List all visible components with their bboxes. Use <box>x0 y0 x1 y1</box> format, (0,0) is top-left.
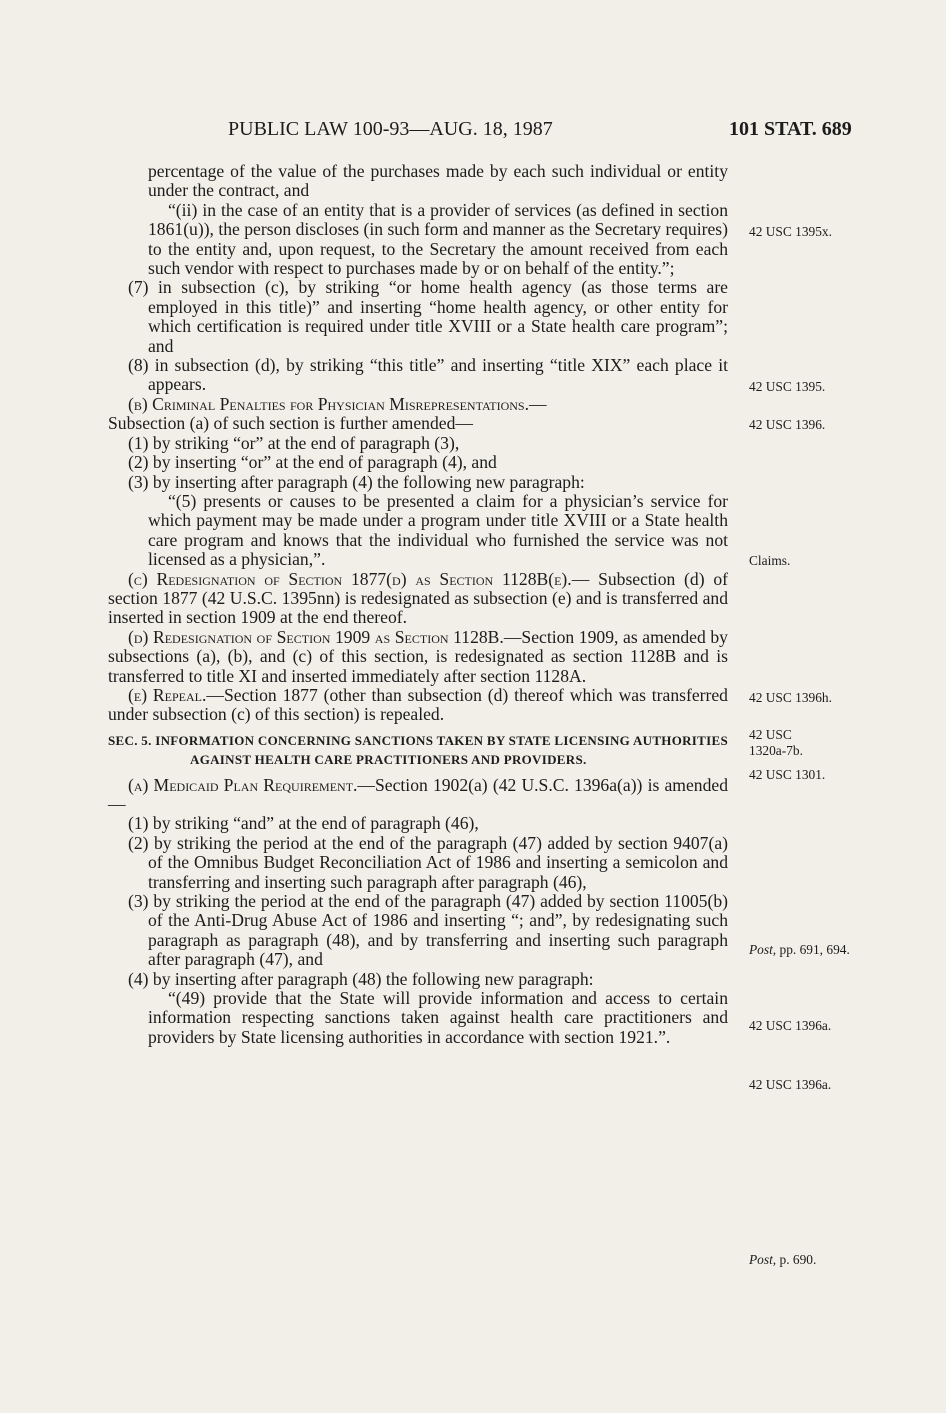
running-header-page: 101 STAT. 689 <box>729 118 852 140</box>
subsection-heading: (d) Redesignation of Section 1909 as Section 1128B.— <box>128 626 522 647</box>
margin-note: 42 USC 1301. <box>749 767 826 782</box>
margin-note-italic: Post, <box>749 942 777 957</box>
margin-note: 42 USC 1395x. <box>749 224 832 239</box>
paragraph: percentage of the value of the purchases made by each such individual or entity under the contract, and <box>148 161 728 201</box>
paragraph: (1) by striking “and” at the end of paragraph (46), <box>128 813 479 834</box>
subsection-heading: (c) Redesignation of Section 1877(d) as Section 1128B(e).— <box>128 568 590 589</box>
paragraph: (3) by inserting after paragraph (4) the following new paragraph: <box>128 471 585 492</box>
subsection-text: Subsection (a) of such section is further amended— <box>108 413 473 434</box>
subsection-d <box>108 628 728 686</box>
margin-note-text: pp. 691, 694. <box>776 942 850 957</box>
paragraph: “(49) provide that the State will provide information and access to certain information respecting sanctions taken against health care practitioners and providers by State licensing authorities in accordance with section 1921.”. <box>148 988 728 1047</box>
paragraph: (2) by striking the period at the end of the paragraph (47) added by section 9407(a) of the Omnibus Budget Reconciliation Act of 1986 and inserting a semicolon and transferring and inserting such paragraph after paragraph (46), <box>128 832 728 892</box>
margin-note: 42 USC 1396. <box>749 417 826 432</box>
subsection-a <box>108 776 728 815</box>
margin-note <box>749 942 850 957</box>
paragraph: (4) by inserting after paragraph (48) the following new paragraph: <box>128 968 594 989</box>
paragraph: (3) by striking the period at the end of the paragraph (47) added by section 11005(b) of the Anti-Drug Abuse Act of 1986 and inserting “; and”, by redesignating such paragraph as paragraph (48), and by transferring and inserting such paragraph after paragraph (47), and <box>128 891 728 970</box>
margin-note: 42 USC <box>749 727 792 742</box>
subsection-text: Subsection (d) of section 1877 (42 U.S.C. 1395nn) is redesignated as subsection (e) and is transferred and inserted in section 1909 at the end thereof. <box>108 568 729 628</box>
subsection-text: Section 1909, as amended by subsections (a), (b), and (c) of this section, is redesignated as section 1128B and is transferred to title XI and inserted immediately after section 1128A. <box>108 626 728 686</box>
statute-body <box>108 162 728 1047</box>
margin-note: 42 USC 1395. <box>749 379 826 394</box>
subsection-heading: (a) Medicaid Plan Requirement.— <box>128 774 376 795</box>
paragraph: (7) in subsection (c), by striking “or home health agency (as those terms are employed in this title)” and inserting “home health agency, or other entity for which certification is required under title XVIII or a State health care program”; and <box>128 277 728 356</box>
subsection-b <box>108 395 728 434</box>
margin-note: 42 USC 1396a. <box>749 1077 832 1092</box>
subsection-e <box>108 686 728 725</box>
margin-note-italic: Post, <box>749 1252 777 1267</box>
paragraph: (1) by striking “or” at the end of paragraph (3), <box>128 432 460 453</box>
subsection-heading: (b) Criminal Penalties for Physician Misrepresentations.— <box>128 393 547 414</box>
subsection-c <box>108 570 728 628</box>
running-header-title: PUBLIC LAW 100-93—AUG. 18, 1987 <box>228 118 553 140</box>
margin-note-text: p. 690. <box>776 1252 817 1267</box>
margin-note <box>749 1252 816 1267</box>
paragraph: “(ii) in the case of an entity that is a provider of services (as defined in section 1861(u)), the person discloses (in such form and manner as the Secretary requires) to the entity and, upon request, to the Secretary the amount received from each such vendor with respect to purchases made by or on behalf of the entity.”; <box>148 199 728 279</box>
paragraph: (2) by inserting “or” at the end of paragraph (4), and <box>128 452 497 473</box>
margin-note: Claims. <box>749 553 791 568</box>
margin-note: 42 USC 1396a. <box>749 1018 832 1033</box>
paragraph: (8) in subsection (d), by striking “this title” and inserting “title XIX” each place it appears. <box>128 355 728 395</box>
section-heading: SEC. 5. INFORMATION CONCERNING SANCTIONS TAKEN BY STATE LICENSING AUTHORITIES AGAINST HEALTH CARE PRACTITIONERS AND PROVIDERS. <box>108 732 728 768</box>
paragraph: “(5) presents or causes to be presented a claim for a physician’s service for which payment may be made under a program under title XVIII or a State health care program and knows that the individual who furnished the service was not licensed as a physician,”. <box>148 490 728 570</box>
margin-note: 1320a-7b. <box>749 743 803 758</box>
subsection-text: Section 1877 (other than subsection (d) thereof which was transferred under subsection (c) of this section) is repealed. <box>108 684 728 725</box>
margin-note: 42 USC 1396h. <box>749 690 832 705</box>
subsection-heading: (e) Repeal.— <box>128 684 224 705</box>
subsection-text: Section 1902(a) (42 U.S.C. 1396a(a)) is amended— <box>108 774 728 814</box>
